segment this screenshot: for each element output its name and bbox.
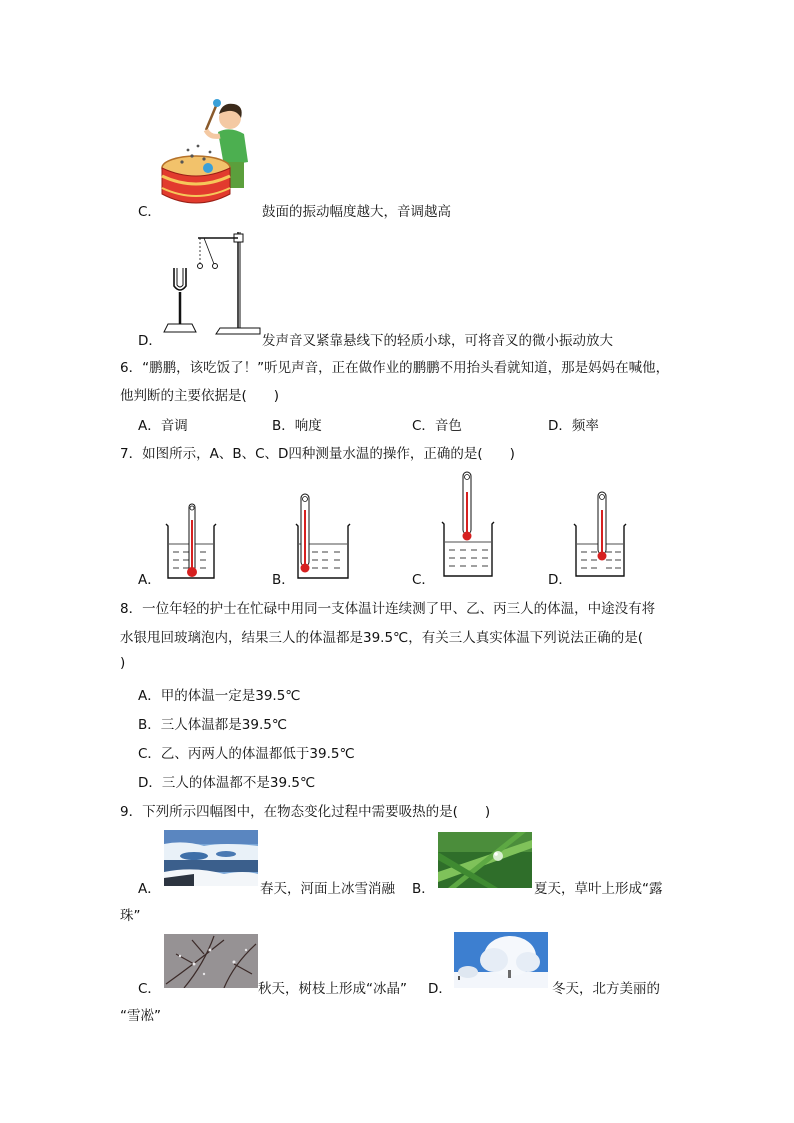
q7-stem: 7．如图所示，A、B、C、D四种测量水温的操作，正确的是( ) [120,446,515,462]
q7-label-b: B． [272,572,295,588]
dew-on-grass-photo [438,832,532,888]
q7-label-a: A． [138,572,161,588]
q8-stem-line2: 水银甩回玻璃泡内，结果三人的体温都是39.5℃，有关三人真实体温下列说法正确的是( [120,630,643,646]
q8-option-c: C．乙、丙两人的体温都低于39.5℃ [138,746,355,762]
q5-option-d-label: D． [138,333,162,349]
q9-option-b-text-line2: 珠” [120,908,141,924]
q6-stem-line1: 6．“鹏鹏，该吃饭了！”听见声音，正在做作业的鹏鹏不用抬头看就知道，那是妈妈在喊他， [120,360,670,376]
beaker-d-illustration [572,490,630,580]
rime-tree-photo [454,932,548,988]
q5-option-c-label: C． [138,204,161,220]
q9-option-d-text-line1: 冬天，北方美丽的 [552,981,660,997]
ice-crystal-branches-photo [164,934,258,988]
q8-option-b: B．三人体温都是39.5℃ [138,717,287,733]
beaker-b-illustration [294,490,354,582]
q7-label-c: C． [412,572,435,588]
q9-option-b-label: B． [412,881,435,897]
q6-option-c: C．音色 [412,418,462,434]
q8-option-d: D．三人的体温都不是39.5℃ [138,775,316,791]
q8-stem-line1: 8．一位年轻的护士在忙碌中用同一支体温计连续测了甲、乙、丙三人的体温，中途没有将 [120,601,656,617]
tuning-fork-apparatus-illustration [160,228,264,340]
q8-option-a: A．甲的体温一定是39.5℃ [138,688,301,704]
drum-boy-illustration [160,96,256,212]
q9-option-c-text: 秋天，树枝上形成“冰晶” [258,981,407,997]
q6-option-d: D．频率 [548,418,599,434]
q9-option-d-label: D． [428,981,452,997]
q9-option-a-label: A． [138,881,161,897]
beaker-a-illustration [162,500,220,582]
q9-option-a-text: 春天，河面上冰雪消融 [260,881,395,897]
q5-option-d-text: 发声音叉紧靠悬线下的轻质小球，可将音叉的微小振动放大 [262,333,613,349]
q9-option-d-text-line2: “雪凇” [120,1008,161,1024]
q8-stem-line3: ) [120,655,126,671]
q9-stem: 9．下列所示四幅图中，在物态变化过程中需要吸热的是( ) [120,804,491,820]
beaker-c-illustration [440,470,496,580]
melting-ice-photo [164,830,258,886]
q5-option-c-text: 鼓面的振动幅度越大，音调越高 [262,204,451,220]
q7-label-d: D． [548,572,572,588]
q9-option-c-label: C． [138,981,161,997]
q6-option-b: B．响度 [272,418,322,434]
q9-option-b-text-line1: 夏天，草叶上形成“露 [534,881,663,897]
q6-stem-line2: 他判断的主要依据是( ) [120,388,280,404]
q6-option-a: A．音调 [138,418,188,434]
